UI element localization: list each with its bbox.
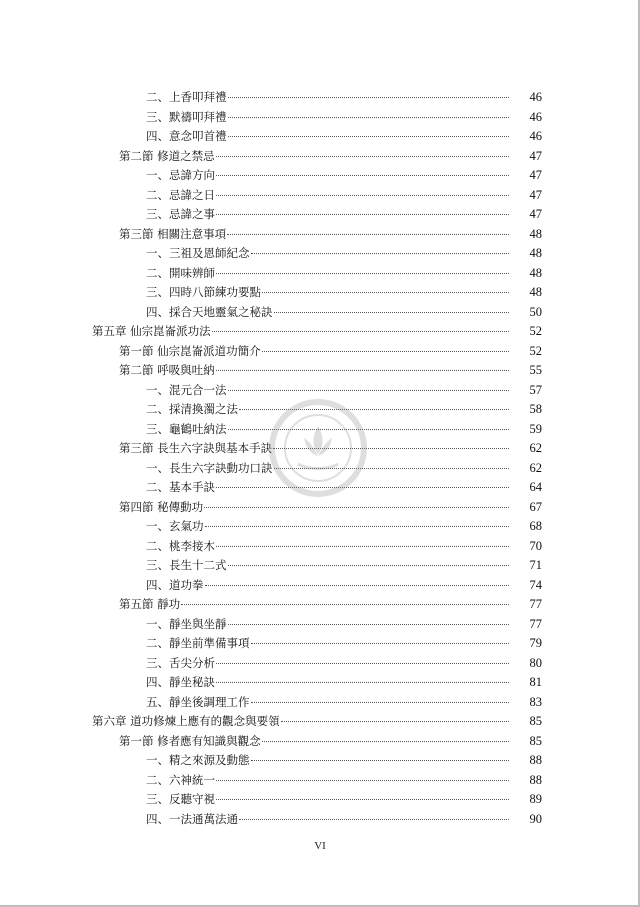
toc-entry-page-number: 70 bbox=[529, 538, 542, 553]
toc-entry-page-number: 85 bbox=[529, 733, 542, 748]
dot-leader bbox=[228, 565, 510, 566]
toc-entry bbox=[0, 771, 640, 791]
toc-entry-page-number: 47 bbox=[529, 207, 542, 221]
toc-entry-title: 第六章 道功修煉上應有的觀念與要領 bbox=[92, 714, 280, 728]
toc-entry bbox=[0, 264, 640, 284]
toc-entry-title: 二、基本手訣 bbox=[146, 480, 215, 494]
toc-entry-title: 二、開味辨師 bbox=[146, 265, 215, 280]
toc-entry bbox=[0, 654, 640, 674]
page-number-footer: VI bbox=[314, 840, 326, 852]
dot-leader bbox=[205, 585, 510, 586]
toc-entry bbox=[0, 498, 640, 518]
toc-entry-title: 第二節 呼吸與吐納 bbox=[119, 363, 215, 377]
dot-leader bbox=[216, 175, 509, 176]
dot-leader bbox=[216, 682, 509, 683]
toc-entry-page-number: 77 bbox=[529, 597, 542, 611]
toc-entry-title: 二、忌諱之日 bbox=[146, 187, 215, 202]
toc-entry-title: 四、靜坐秘訣 bbox=[146, 675, 215, 689]
dot-leader bbox=[216, 370, 509, 371]
dot-leader bbox=[262, 741, 509, 742]
toc-entry-title: 三、舌尖分析 bbox=[146, 655, 215, 670]
dot-leader bbox=[216, 546, 509, 547]
dot-leader bbox=[216, 273, 509, 274]
toc-entry-page-number: 90 bbox=[529, 811, 542, 826]
toc-entry-page-number: 80 bbox=[529, 655, 542, 670]
dot-leader bbox=[251, 702, 510, 703]
toc-entry bbox=[0, 205, 640, 225]
toc-entry-title: 一、三祖及恩師紀念 bbox=[146, 246, 250, 260]
toc-entry-title: 第四節 秘傳動功 bbox=[119, 499, 204, 514]
toc-entry-title: 二、採清換濁之法 bbox=[146, 402, 238, 416]
dot-leader bbox=[228, 117, 510, 118]
dot-leader bbox=[212, 331, 509, 332]
dot-leader bbox=[216, 214, 509, 215]
toc-entry-title: 二、靜坐前準備事項 bbox=[146, 636, 250, 650]
toc-entry-page-number: 59 bbox=[529, 421, 542, 436]
toc-entry-page-number: 85 bbox=[529, 714, 542, 728]
toc-entry-title: 一、精之來源及動態 bbox=[146, 753, 250, 767]
dot-leader bbox=[216, 195, 509, 196]
toc-entry-title: 三、龜鶴吐納法 bbox=[146, 421, 227, 436]
dot-leader bbox=[227, 234, 509, 235]
toc-entry-page-number: 62 bbox=[529, 460, 542, 475]
toc-entry-page-number: 64 bbox=[529, 480, 542, 494]
toc-entry-page-number: 46 bbox=[529, 109, 542, 124]
dot-leader bbox=[228, 136, 510, 137]
toc-entry-page-number: 52 bbox=[529, 343, 542, 358]
toc-entry-page-number: 46 bbox=[529, 129, 542, 143]
toc-entry-title: 四、一法通萬法通 bbox=[146, 811, 238, 826]
toc-entry-title: 一、玄氣功 bbox=[146, 519, 204, 533]
dot-leader bbox=[251, 643, 510, 644]
dot-leader bbox=[251, 253, 510, 254]
dot-leader bbox=[239, 819, 509, 820]
dot-leader bbox=[228, 390, 510, 391]
toc-entry-title: 四、採合天地靈氣之秘訣 bbox=[146, 304, 273, 319]
toc-entry-page-number: 88 bbox=[529, 772, 542, 787]
dot-leader bbox=[281, 721, 509, 722]
toc-entry-title: 二、桃李接木 bbox=[146, 538, 215, 553]
toc-entry bbox=[0, 634, 640, 654]
dot-leader bbox=[181, 604, 509, 605]
toc-entry-page-number: 48 bbox=[529, 226, 542, 241]
toc-entry-page-number: 47 bbox=[529, 187, 542, 202]
toc-entry-page-number: 48 bbox=[529, 246, 542, 260]
toc-entry bbox=[0, 322, 640, 342]
toc-entry-page-number: 83 bbox=[529, 694, 542, 709]
dot-leader bbox=[216, 780, 509, 781]
dot-leader bbox=[216, 156, 509, 157]
toc-entry-title: 四、意念叩首禮 bbox=[146, 129, 227, 143]
dot-leader bbox=[228, 624, 510, 625]
toc-entry-title: 四、道功拳 bbox=[146, 577, 204, 592]
dot-leader bbox=[251, 760, 510, 761]
toc-entry-page-number: 58 bbox=[529, 402, 542, 416]
toc-entry-page-number: 77 bbox=[529, 616, 542, 631]
toc-entry-title: 三、四時八節練功要點 bbox=[146, 285, 261, 299]
toc-entry bbox=[0, 556, 640, 576]
toc-entry-title: 第五節 靜功 bbox=[119, 597, 181, 611]
toc-entry bbox=[0, 693, 640, 713]
toc-entry-page-number: 47 bbox=[529, 168, 542, 182]
toc-entry-title: 一、混元合一法 bbox=[146, 382, 227, 397]
toc-entry-title: 第一節 仙宗崑崙派道功簡介 bbox=[119, 343, 261, 358]
dot-leader bbox=[216, 799, 509, 800]
toc-entry-title: 二、六神統一 bbox=[146, 772, 215, 787]
toc-entry bbox=[0, 147, 640, 167]
toc-entry-page-number: 81 bbox=[529, 675, 542, 689]
toc-entry-title: 一、忌諱方向 bbox=[146, 168, 215, 182]
toc-entry-title: 三、默禱叩拜禮 bbox=[146, 109, 227, 124]
toc-entry bbox=[0, 673, 640, 693]
toc-entry-title: 三、忌諱之事 bbox=[146, 207, 215, 221]
toc-entry bbox=[0, 303, 640, 323]
toc-entry-title: 第一節 修者應有知識與觀念 bbox=[119, 733, 261, 748]
toc-entry-title: 第三節 相關注意事項 bbox=[119, 226, 227, 241]
toc-entry bbox=[0, 517, 640, 537]
toc-entry-title: 第五章 仙宗崑崙派功法 bbox=[92, 324, 211, 338]
dot-leader bbox=[205, 526, 510, 527]
toc-entry-title: 三、長生十二式 bbox=[146, 558, 227, 572]
toc-entry-page-number: 88 bbox=[529, 753, 542, 767]
toc-entry bbox=[0, 712, 640, 732]
toc-entry-page-number: 62 bbox=[529, 441, 542, 455]
toc-entry-page-number: 52 bbox=[529, 324, 542, 338]
toc-entry bbox=[0, 166, 640, 186]
toc-entry-page-number: 55 bbox=[529, 363, 542, 377]
toc-entry bbox=[0, 342, 640, 362]
toc-entry bbox=[0, 244, 640, 264]
lotus-seal-icon bbox=[268, 398, 368, 498]
toc-entry-page-number: 67 bbox=[529, 499, 542, 514]
toc-entry-title: 第三節 長生六字訣與基本手訣 bbox=[119, 441, 273, 455]
toc-entry-title: 一、長生六字訣動功口訣 bbox=[146, 460, 273, 475]
toc-entry-page-number: 57 bbox=[529, 382, 542, 397]
toc-entry-page-number: 89 bbox=[529, 792, 542, 806]
toc-entry bbox=[0, 88, 640, 108]
dot-leader bbox=[216, 663, 509, 664]
toc-entry-page-number: 74 bbox=[529, 577, 542, 592]
toc-entry-page-number: 68 bbox=[529, 519, 542, 533]
toc-entry-page-number: 46 bbox=[529, 90, 542, 104]
toc-entry-page-number: 47 bbox=[529, 148, 542, 163]
toc-entry bbox=[0, 595, 640, 615]
dot-leader bbox=[262, 351, 509, 352]
toc-entry-page-number: 79 bbox=[529, 636, 542, 650]
toc-entry bbox=[0, 108, 640, 128]
toc-entry bbox=[0, 790, 640, 810]
toc-entry-title: 第二節 修道之禁忌 bbox=[119, 148, 215, 163]
toc-entry bbox=[0, 225, 640, 245]
toc-entry-page-number: 48 bbox=[529, 285, 542, 299]
dot-leader bbox=[228, 97, 510, 98]
toc-entry bbox=[0, 361, 640, 381]
toc-entry bbox=[0, 186, 640, 206]
toc-entry-title: 五、靜坐後調理工作 bbox=[146, 694, 250, 709]
toc-entry-page-number: 50 bbox=[529, 304, 542, 319]
toc-entry-title: 一、靜坐與坐靜 bbox=[146, 616, 227, 631]
toc-entry-title: 二、上香叩拜禮 bbox=[146, 90, 227, 104]
toc-entry bbox=[0, 283, 640, 303]
toc-entry-page-number: 71 bbox=[529, 558, 542, 572]
dot-leader bbox=[204, 507, 509, 508]
toc-entry bbox=[0, 810, 640, 830]
toc-entry-title: 三、反聽守視 bbox=[146, 792, 215, 806]
toc-entry bbox=[0, 537, 640, 557]
toc-entry bbox=[0, 576, 640, 596]
toc-entry bbox=[0, 732, 640, 752]
toc-entry bbox=[0, 127, 640, 147]
dot-leader bbox=[274, 312, 510, 313]
dot-leader bbox=[262, 292, 509, 293]
toc-entry-page-number: 48 bbox=[529, 265, 542, 280]
toc-entry bbox=[0, 751, 640, 771]
toc-entry bbox=[0, 615, 640, 635]
